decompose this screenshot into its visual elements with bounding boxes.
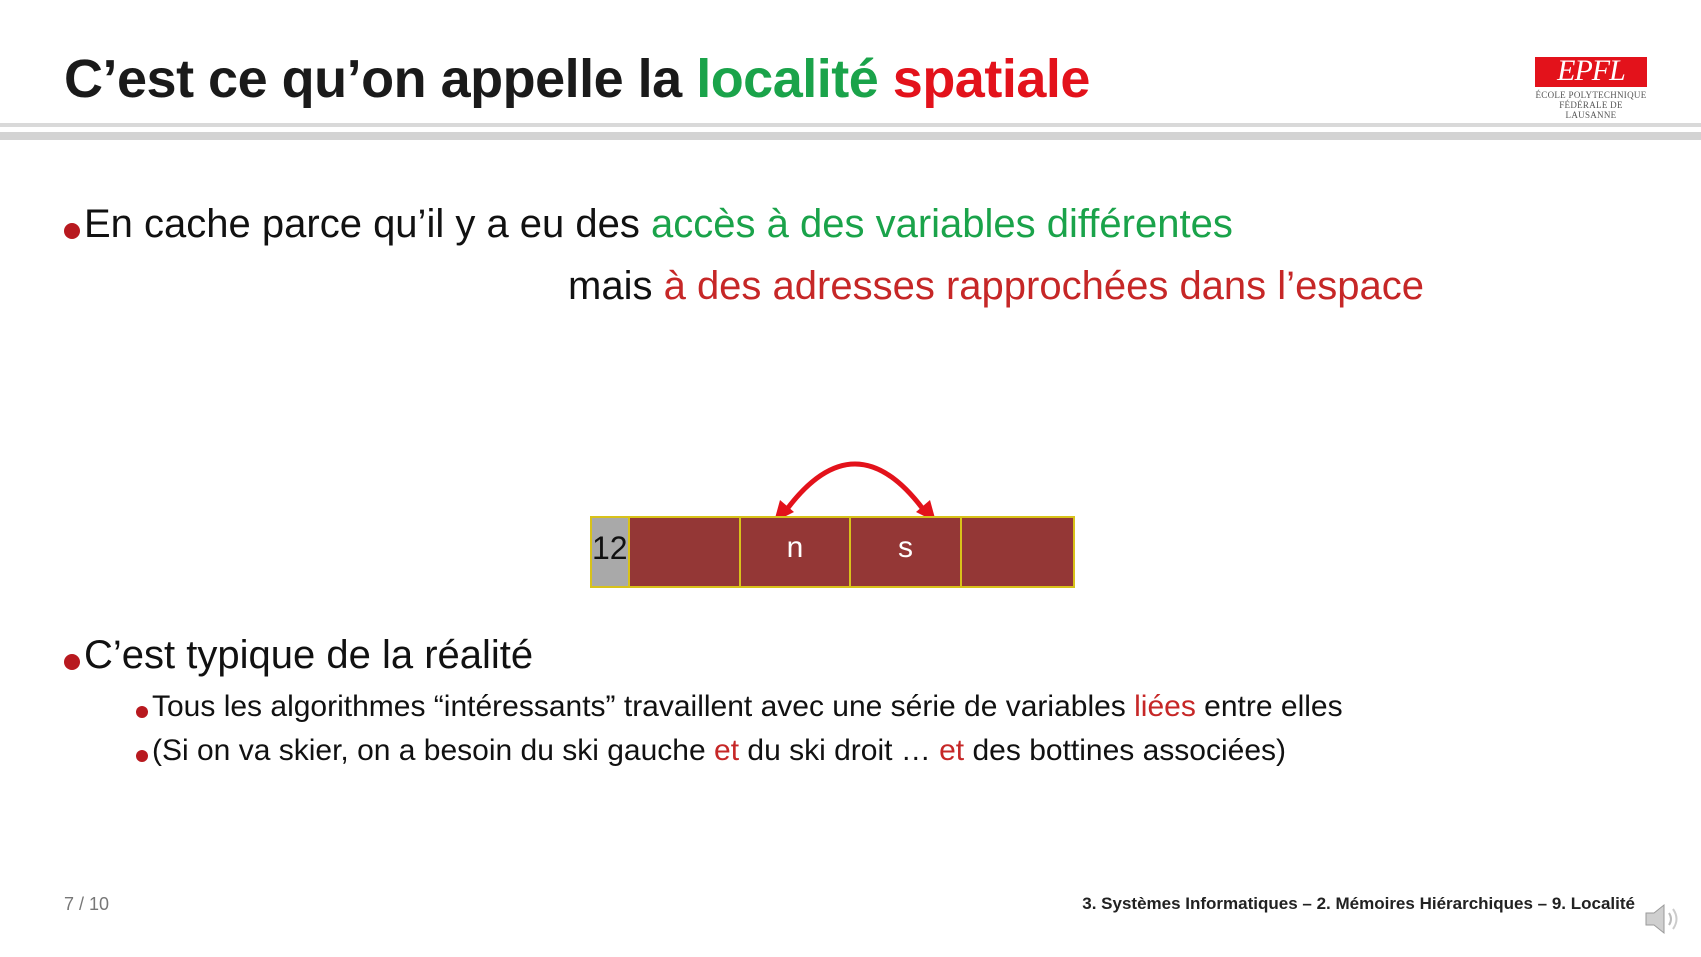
title-space [878,49,893,109]
memory-address-cell [590,516,630,588]
memory-cell-label: s [898,531,913,564]
sub-bullet-text: Tous les algorithmes “intéressants” travaillent avec une série de variables [152,690,1135,723]
bullet-highlight-red: à des adresses rapprochées dans l’espace [663,264,1425,308]
sub-bullet-highlight: liées [1134,690,1196,723]
memory-cell-n [739,516,851,588]
sub-bullet-highlight: et [714,734,740,767]
bullet-text: mais [568,264,664,308]
memory-cell-s [849,516,962,588]
sub-bullet-text: des bottines associées) [964,734,1286,767]
bullet-cache [64,202,1233,247]
bullet-text: En cache parce qu’il y a eu des [84,202,652,246]
sub-bullet-highlight: et [939,734,965,767]
memory-cell [960,516,1075,588]
header-rule-thin [0,123,1701,127]
bullet-dot-icon [136,706,148,718]
bullet-dot-icon [136,750,148,762]
bullet-highlight-green: accès à des variables différentes [651,202,1233,246]
bullet-reality [64,633,533,678]
logo-brand: EPFL [1557,54,1625,87]
speaker-icon[interactable] [1644,902,1684,936]
logo-line1: ÉCOLE POLYTECHNIQUE [1535,90,1647,100]
title-highlight-green: localité [696,49,879,109]
sub-bullet-ski [136,734,1286,768]
page-number: 7 / 10 [64,894,110,914]
slide-title [64,48,1090,110]
logo-line2: FÉDÉRALE DE LAUSANNE [1559,100,1623,120]
memory-address-label: 12 [592,529,628,566]
memory-cell-label: n [786,531,804,564]
footer-breadcrumb: 3. Systèmes Informatiques – 2. Mémoires Hiérarchiques – 9. Localité [1082,894,1635,913]
bullet-dot-icon [64,654,80,670]
memory-strip [590,516,1075,588]
sub-bullet-algorithms [136,690,1343,724]
header-rule-thick [0,132,1701,140]
memory-cell [628,516,741,588]
epfl-logo [1535,52,1647,120]
bullet-text: C’est typique de la réalité [84,633,534,677]
sub-bullet-text: entre elles [1195,690,1343,723]
title-highlight-red: spatiale [892,49,1090,109]
bullet-dot-icon [64,223,80,239]
sub-bullet-text: du ski droit … [739,734,940,767]
bullet-cache-continued [568,264,1424,309]
sub-bullet-text: (Si on va skier, on a besoin du ski gauche [152,734,715,767]
title-text: C’est ce qu’on appelle la [64,49,697,109]
